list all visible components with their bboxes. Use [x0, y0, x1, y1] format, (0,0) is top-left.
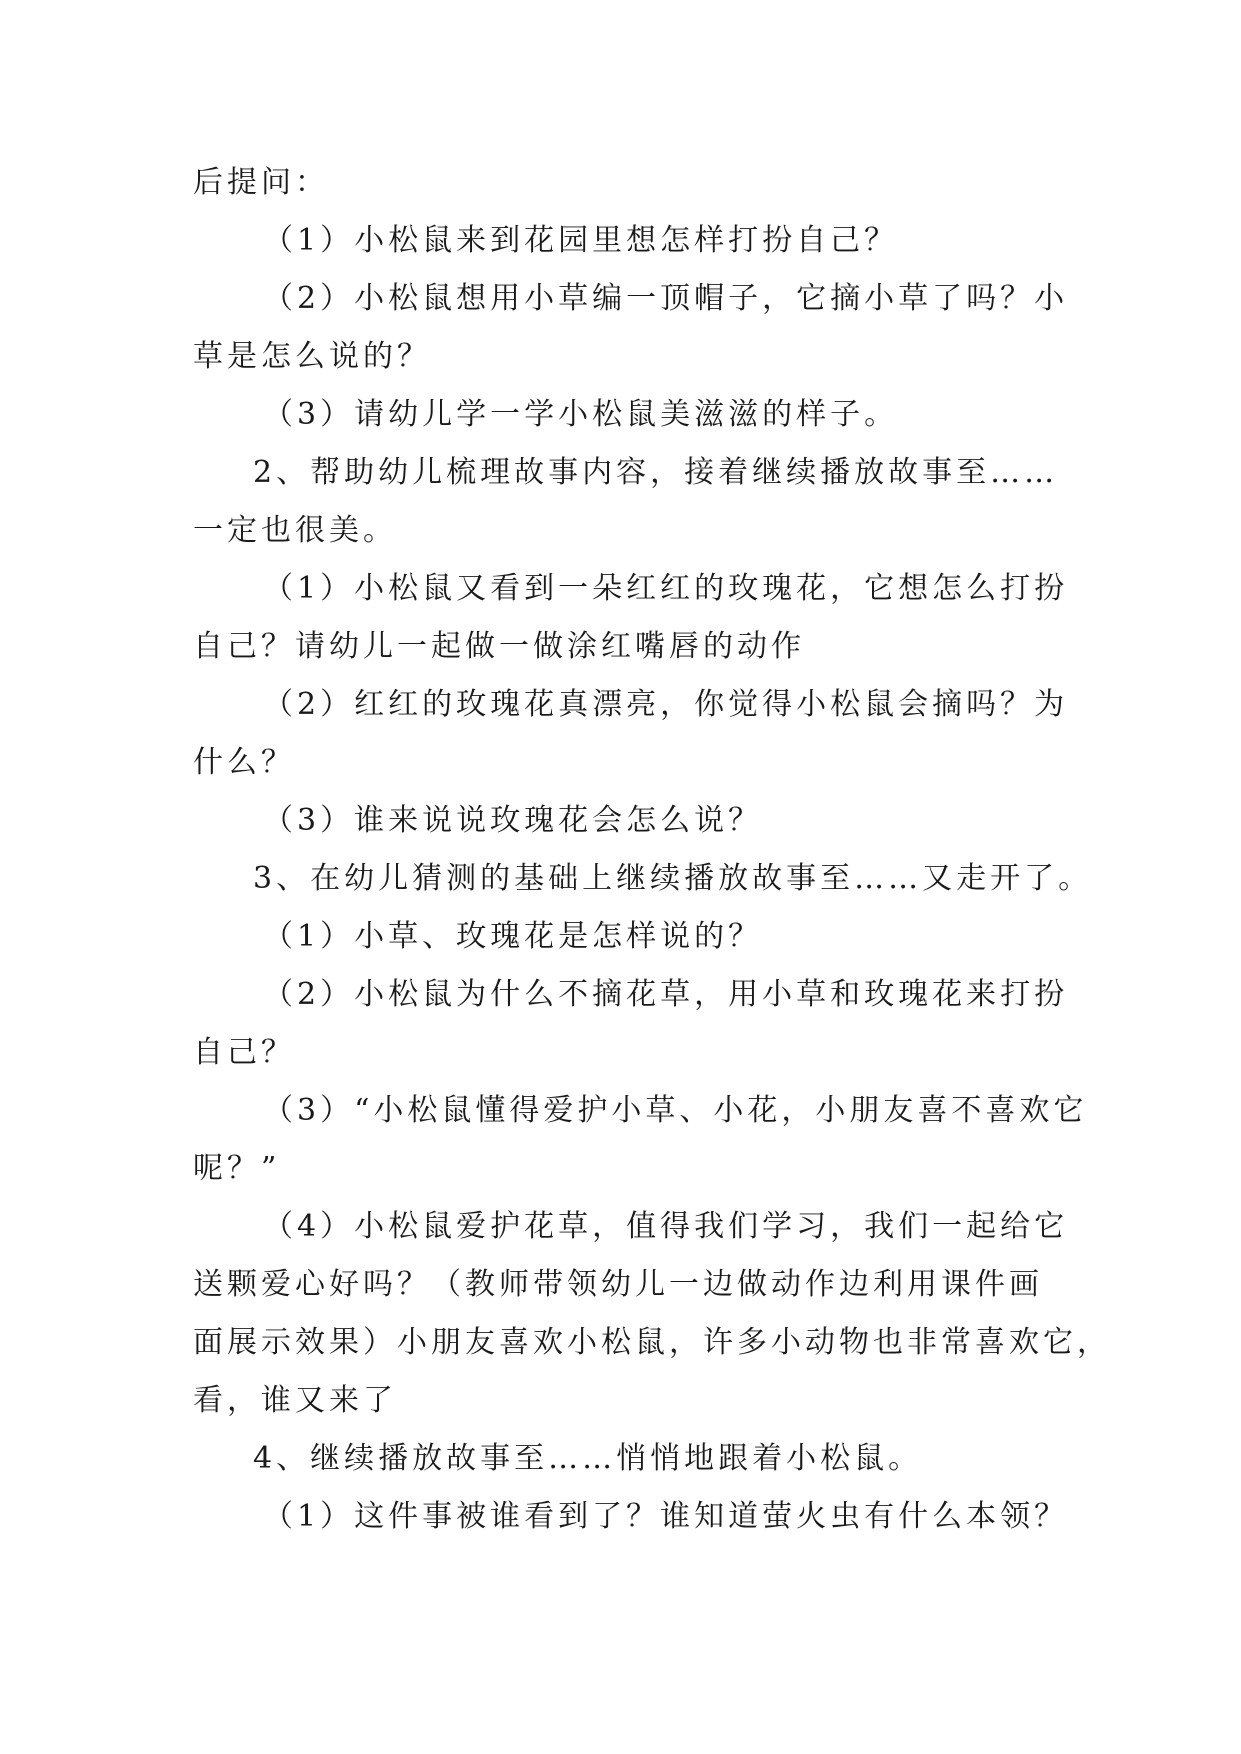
text-line: （2）红红的玫瑰花真漂亮，你觉得小松鼠会摘吗？为	[263, 687, 1069, 722]
text-line: （3）“小松鼠懂得爱护小草、小花，小朋友喜不喜欢它	[263, 1093, 1088, 1128]
text-line: （4）小松鼠爱护花草，值得我们学习，我们一起给它	[263, 1209, 1069, 1244]
text-line: （2）小松鼠为什么不摘花草，用小草和玫瑰花来打扮	[263, 977, 1069, 1012]
text-line: 面展示效果）小朋友喜欢小松鼠，许多小动物也非常喜欢它，	[193, 1325, 1111, 1360]
text-line: 后提问：	[193, 165, 329, 200]
text-line: 什么？	[193, 745, 295, 780]
text-line: （1）小松鼠又看到一朵红红的玫瑰花，它想怎么打扮	[263, 571, 1069, 606]
text-line: （2）小松鼠想用小草编一顶帽子，它摘小草了吗？小	[263, 281, 1069, 316]
text-line: （3）请幼儿学一学小松鼠美滋滋的样子。	[263, 397, 899, 432]
text-line: 自己？	[193, 1035, 295, 1070]
text-line: 送颗爱心好吗？（教师带领幼儿一边做动作边利用课件画	[193, 1267, 1043, 1302]
text-line: 一定也很美。	[193, 513, 397, 548]
text-line: 2、帮助幼儿梳理故事内容，接着继续播放故事至……	[253, 455, 1059, 490]
text-line: 草是怎么说的？	[193, 339, 431, 374]
document-body	[193, 154, 1111, 1546]
text-line: 3、在幼儿猜测的基础上继续播放故事至……又走开了。	[253, 861, 1093, 896]
text-line: （1）小草、玫瑰花是怎样说的？	[263, 919, 763, 954]
text-line: （1）这件事被谁看到了？谁知道萤火虫有什么本领？	[263, 1499, 1069, 1534]
text-line: （3）谁来说说玫瑰花会怎么说？	[263, 803, 763, 838]
text-line: （1）小松鼠来到花园里想怎样打扮自己？	[263, 223, 899, 258]
text-line: 自己？请幼儿一起做一做涂红嘴唇的动作	[193, 629, 805, 664]
text-line: 呢？”	[193, 1151, 281, 1186]
text-line: 4、继续播放故事至……悄悄地跟着小松鼠。	[253, 1441, 923, 1476]
text-line: 看，谁又来了	[193, 1383, 397, 1418]
